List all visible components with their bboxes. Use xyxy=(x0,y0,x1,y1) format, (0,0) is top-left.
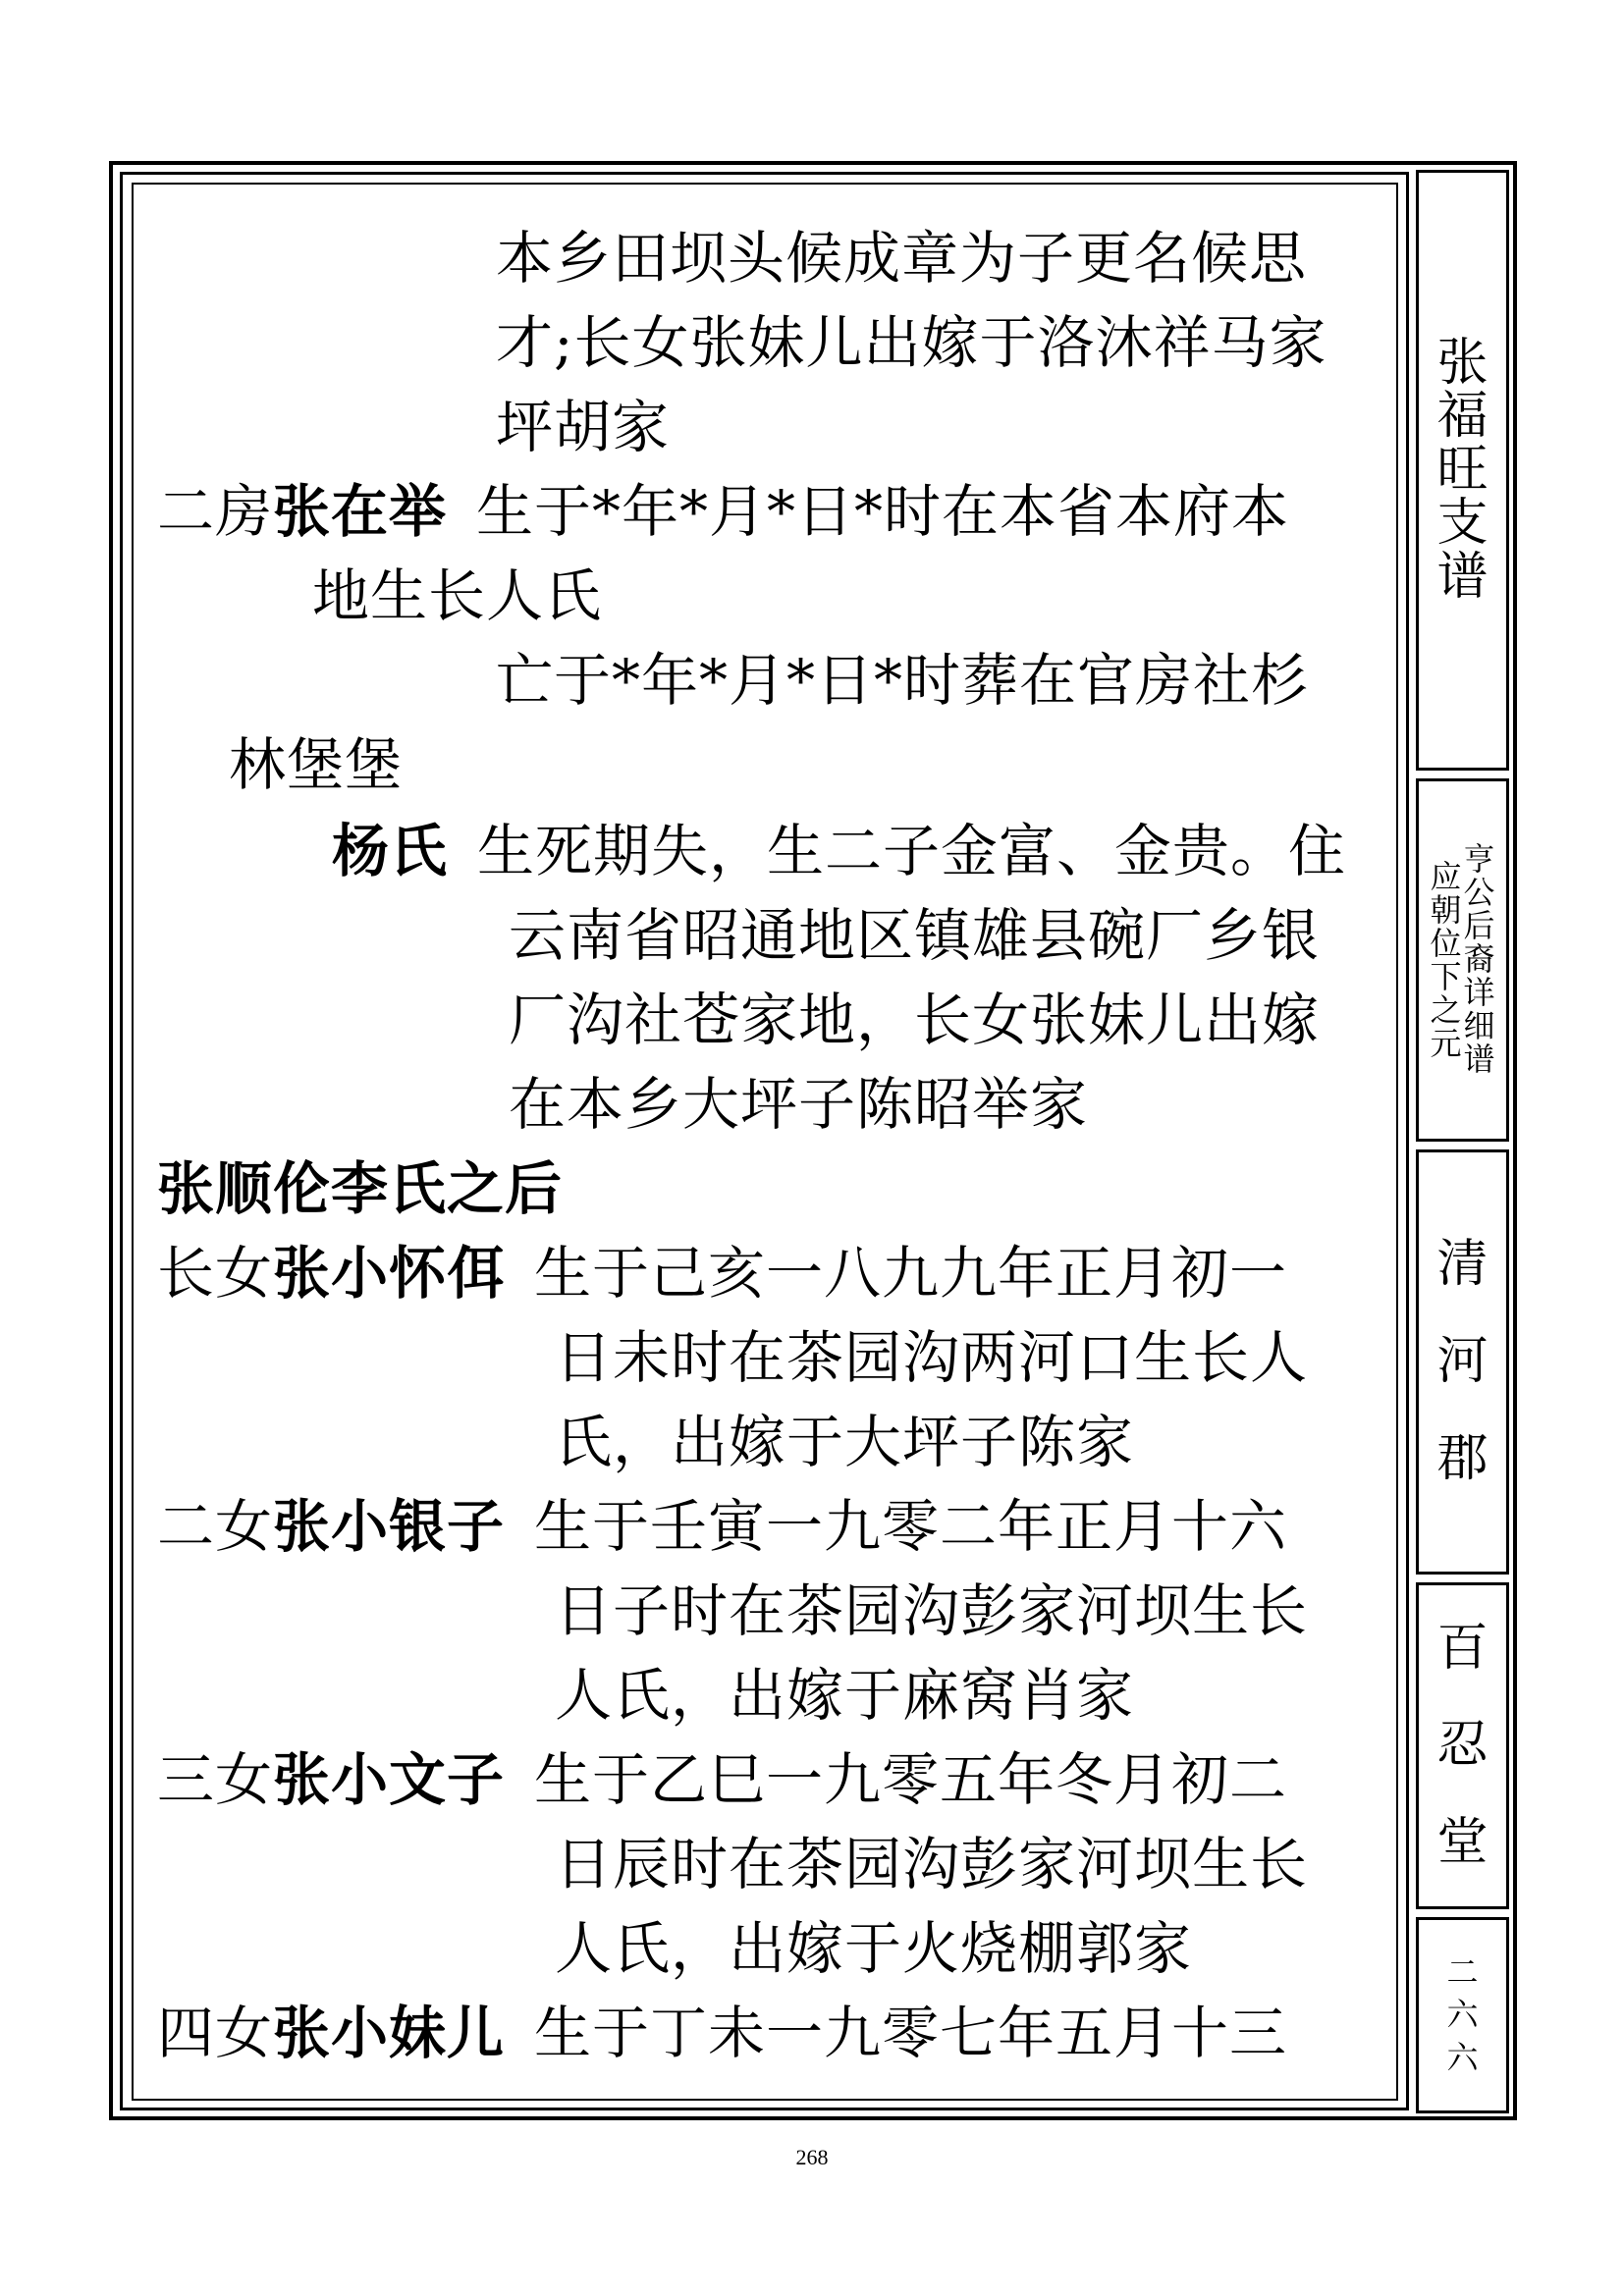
title-char: 福 xyxy=(1436,387,1489,447)
subtitle-char: 细 xyxy=(1463,1006,1495,1044)
subtitle-char: 裔 xyxy=(1463,940,1495,979)
subtitle-char: 应 xyxy=(1430,858,1462,896)
text-line: 亡于*年*月*日*时葬在官房社杉 xyxy=(496,647,1310,714)
subtitle-col-right xyxy=(1463,840,1495,1078)
page-number: 268 xyxy=(795,2145,829,2169)
entry-prefix: 长女 xyxy=(157,1240,274,1307)
hall-char: 清 xyxy=(1436,1235,1489,1295)
page-cn-char: 二 xyxy=(1446,1953,1479,1992)
entry-line xyxy=(157,2000,1288,2066)
text-line: 才;长女张妹儿出嫁于洛沐祥马家 xyxy=(496,309,1327,376)
title-char: 旺 xyxy=(1436,440,1489,500)
person-name: 杨氏 xyxy=(332,818,449,884)
text-line: 本乡田坝头候成章为子更名候思 xyxy=(496,225,1308,292)
subtitle-char: 元 xyxy=(1430,1024,1462,1062)
sidebar-page-cn xyxy=(1446,1951,1478,2079)
entry-line xyxy=(332,818,1347,884)
sidebar-hall-b-box xyxy=(1416,1582,1509,1909)
entry-text: 生于丁未一九零七年五月十三 xyxy=(534,2000,1288,2066)
entry-text: 生于己亥一八九九年正月初一 xyxy=(534,1240,1288,1307)
section-heading: 张顺伦李氏之后 xyxy=(157,1155,564,1222)
page-cn-char: 六 xyxy=(1446,1996,1479,2034)
subtitle-char: 详 xyxy=(1463,973,1495,1011)
entry-prefix: 二房 xyxy=(157,478,274,545)
sidebar-hall-b xyxy=(1436,1600,1488,1891)
sidebar-hall-a xyxy=(1436,1216,1488,1507)
entry-prefix: 二女 xyxy=(157,1493,274,1560)
entry-text: 生于乙巳一九零五年冬月初二 xyxy=(534,1746,1288,1813)
text-line: 厂沟社苍家地，长女张妹儿出嫁 xyxy=(509,987,1321,1053)
text-line: 日子时在茶园沟彭家河坝生长 xyxy=(555,1577,1309,1644)
entry-prefix: 四女 xyxy=(157,2000,274,2066)
person-name: 张小文子 xyxy=(273,1746,506,1813)
person-name: 张小银子 xyxy=(273,1493,506,1560)
title-char: 张 xyxy=(1436,333,1489,393)
hall-char: 河 xyxy=(1436,1332,1489,1392)
entry-line xyxy=(157,1493,1288,1560)
text-line: 林堡堡 xyxy=(229,731,404,798)
entry-text: 生于*年*月*日*时在本省本府本 xyxy=(476,478,1290,545)
subtitle-char: 谱 xyxy=(1463,1040,1495,1078)
subtitle-char: 位 xyxy=(1430,925,1462,963)
sidebar-page-box xyxy=(1416,1917,1509,2113)
entry-text: 生死期失，生二子金富、金贵。住 xyxy=(477,818,1347,884)
person-name: 张在举 xyxy=(273,478,448,545)
entry-line xyxy=(157,478,1290,545)
sidebar-subtitle xyxy=(1430,840,1495,1078)
text-line: 人氏，出嫁于麻窝肖家 xyxy=(555,1662,1135,1729)
title-char: 谱 xyxy=(1436,547,1489,607)
sidebar-title-box xyxy=(1416,170,1509,771)
text-line: 人氏，出嫁于火烧棚郭家 xyxy=(555,1915,1193,1982)
subtitle-col-left xyxy=(1430,858,1462,1076)
entry-text: 生于壬寅一九零二年正月十六 xyxy=(534,1493,1288,1560)
subtitle-char: 下 xyxy=(1430,958,1462,996)
entry-line xyxy=(157,1746,1288,1813)
person-name: 张小妹儿 xyxy=(273,2000,506,2066)
text-line: 日辰时在茶园沟彭家河坝生长 xyxy=(555,1831,1309,1897)
page-cn-char: 六 xyxy=(1446,2038,1479,2076)
sidebar-hall-a-box xyxy=(1416,1149,1509,1575)
text-line: 日未时在茶园沟两河口生长人 xyxy=(555,1324,1309,1391)
subtitle-char: 亨 xyxy=(1463,840,1495,879)
subtitle-char: 后 xyxy=(1463,907,1495,945)
subtitle-char: 之 xyxy=(1430,990,1462,1029)
subtitle-char: 公 xyxy=(1463,874,1495,912)
text-line: 云南省昭通地区镇雄县碗厂乡银 xyxy=(509,902,1321,969)
hall-char: 忍 xyxy=(1436,1716,1489,1776)
hall-char: 郡 xyxy=(1436,1428,1489,1488)
title-char: 支 xyxy=(1436,494,1489,554)
hall-char: 百 xyxy=(1436,1619,1489,1679)
sidebar-title xyxy=(1436,333,1489,607)
hall-char: 堂 xyxy=(1436,1812,1489,1872)
text-line: 在本乡大坪子陈昭举家 xyxy=(509,1071,1089,1138)
entry-line xyxy=(157,1240,1288,1307)
text-line: 氏，出嫁于大坪子陈家 xyxy=(555,1409,1135,1475)
text-line: 坪胡家 xyxy=(496,394,671,460)
subtitle-char: 朝 xyxy=(1430,891,1462,930)
entry-prefix: 三女 xyxy=(157,1746,274,1813)
person-name: 张小怀佴 xyxy=(273,1240,506,1307)
text-line: 地生长人氏 xyxy=(312,562,603,629)
sidebar-subtitle-box xyxy=(1416,778,1509,1142)
